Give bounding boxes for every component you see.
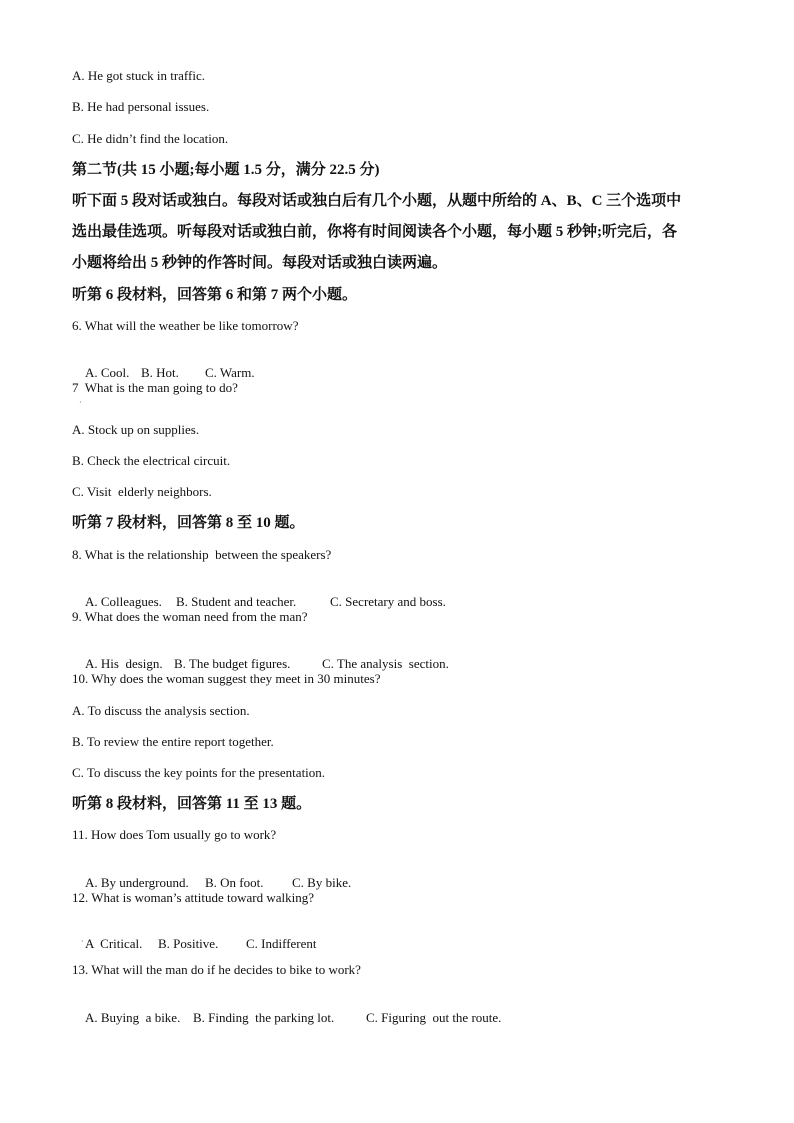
material-8-heading: 听第 8 段材料，回答第 11 至 13 题。 [72,796,312,812]
section-heading: 第二节(共 15 小题;每小题 1.5 分，满分 22.5 分) [72,162,380,178]
instructions-line-1: 听下面 5 段对话或独白。每段对话或独白后有几个小题，从题中所给的 A、B、C 三个选项中 [72,193,682,209]
option-12b: B. Positive. [158,936,219,951]
instructions-line-3: 小题将给出 5 秒钟的作答时间。每段对话或独白读两遍。 [72,255,448,271]
option-13b: B. Finding the parking lot. [193,1010,335,1025]
instructions-line-2: 选出最佳选项。听每段对话或独白前，你将有时间阅读各个小题，每小题 5 秒钟;听完后，各 [72,224,677,240]
option-9b: B. The budget figures. [174,656,291,671]
option-6b: B. Hot. [141,365,179,380]
material-6-heading: 听第 6 段材料，回答第 6 和第 7 两个小题。 [72,287,358,303]
question-7: 7 What is the man going to do? [72,380,238,395]
option-8b: B. Student and teacher. [176,594,297,609]
option-10c: C. To discuss the key points for the presentation. [72,765,326,780]
option-5a: A. He got stuck in traffic. [72,68,205,83]
option-5c: C. He didn’t find the location. [72,131,229,146]
option-6a: A. Cool. [85,365,130,380]
option-7a: A. Stock up on supplies. [72,422,200,437]
option-12a: A Critical. [85,936,143,951]
question-9: 9. What does the woman need from the man? [72,609,308,624]
option-12c: C. Indifferent [246,936,317,951]
option-8a: A. Colleagues. [85,594,162,609]
option-10a: A. To discuss the analysis section. [72,703,250,718]
option-7b: B. Check the electrical circuit. [72,453,231,468]
option-11c: C. By bike. [292,875,352,890]
option-6c: C. Warm. [205,365,255,380]
question-12: 12. What is woman’s attitude toward walking? [72,890,315,905]
question-6: 6. What will the weather be like tomorrow? [72,318,299,333]
question-8: 8. What is the relationship between the speakers? [72,547,332,562]
option-8c: C. Secretary and boss. [330,594,446,609]
question-10: 10. Why does the woman suggest they meet in 30 minutes? [72,671,381,686]
question-13-options [72,994,502,1042]
option-9c: C. The analysis section. [322,656,449,671]
option-13c: C. Figuring out the route. [366,1010,502,1025]
question-11: 11. How does Tom usually go to work? [72,827,277,842]
stray-dot-mark: · [81,937,84,946]
option-9a: A. His design. [85,656,163,671]
option-11a: A. By underground. [85,875,189,890]
option-7c: C. Visit elderly neighbors. [72,484,212,499]
option-11b: B. On foot. [205,875,264,890]
option-5b: B. He had personal issues. [72,99,210,114]
material-7-heading: 听第 7 段材料，回答第 8 至 10 题。 [72,515,305,531]
stray-dot-mark: · [79,398,82,407]
option-13a: A. Buying a bike. [85,1010,181,1025]
question-13: 13. What will the man do if he decides to bike to work? [72,962,361,977]
option-10b: B. To review the entire report together. [72,734,274,749]
